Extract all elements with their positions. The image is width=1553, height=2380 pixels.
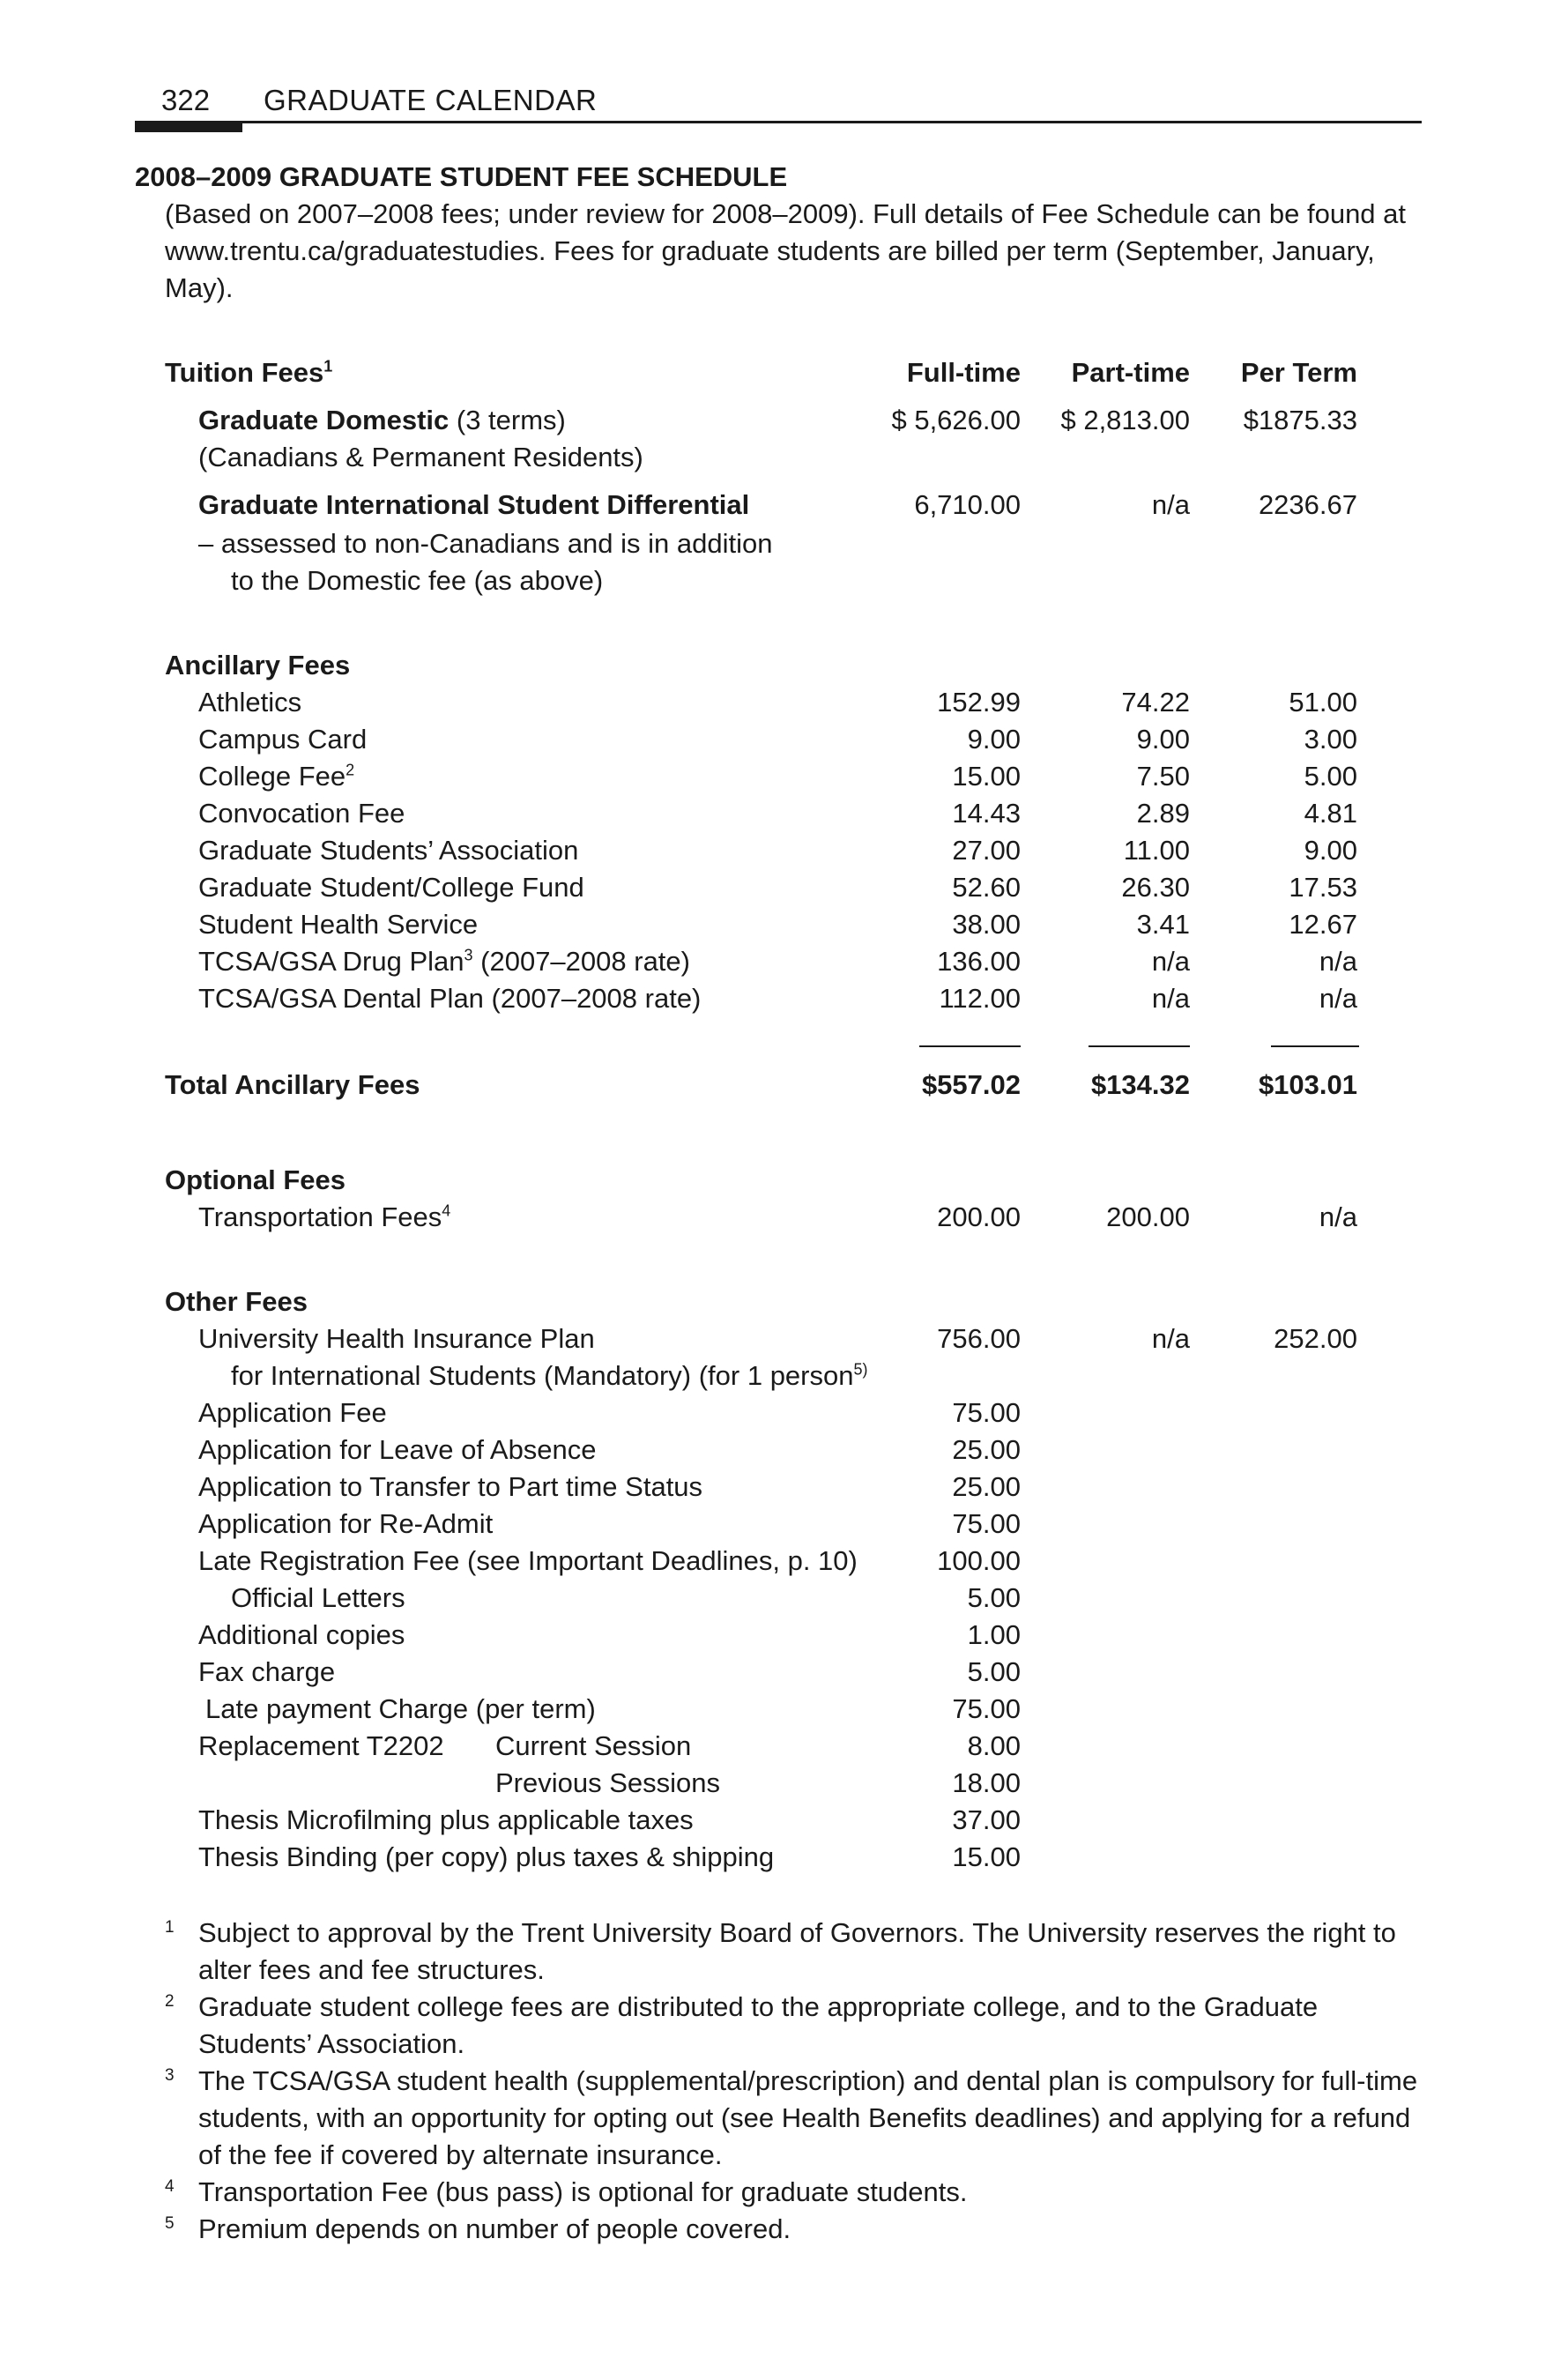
cell-per-term: 5.00 (1304, 761, 1357, 792)
table-row-t2202-previous (0, 1765, 1553, 1802)
row-label: Graduate Student/College Fund (198, 872, 584, 903)
cell-per-term: 2236.67 (1258, 489, 1357, 520)
table-row (0, 1469, 1553, 1506)
intro-paragraph: (Based on 2007–2008 fees; under review for 2008–2009). Full details of Fee Schedule can be found at www.trentu.ca/graduatestudies. Fees for graduate students are billed per term (September, January, May). (165, 198, 1407, 303)
table-row (0, 721, 1553, 758)
sum-rule (919, 1045, 1021, 1047)
cell-per-term: n/a (1319, 983, 1357, 1014)
domestic-sublabel: (Canadians & Permanent Residents) (198, 442, 643, 472)
uhip-sublabel: for International Students (Mandatory) (for 1 person$^{5)}$ (231, 1360, 868, 1391)
row-label: Thesis Microfilming plus applicable taxes (198, 1804, 694, 1835)
row-label: Campus Card (198, 724, 368, 755)
table-row (0, 1395, 1553, 1432)
footnote-mark: 3 (165, 2066, 175, 2085)
row-sublabel: Previous Sessions (495, 1767, 721, 1798)
table-row (0, 1580, 1553, 1617)
table-row-uhip (0, 1320, 1553, 1357)
row-label: University Health Insurance Plan (198, 1323, 595, 1354)
section-heading-row (0, 1283, 1553, 1320)
table-row (0, 832, 1553, 869)
cell-part-time: n/a (1151, 489, 1190, 520)
sum-rule (1089, 1045, 1190, 1047)
cell-full-time: 15.00 (952, 761, 1021, 792)
optional-heading: Optional Fees (165, 1164, 346, 1195)
cell-full-time: 14.43 (952, 798, 1021, 829)
table-row (0, 684, 1553, 721)
row-label: Late Registration Fee (see Important Deadlines, p. 10) (198, 1545, 858, 1576)
table-row (0, 869, 1553, 906)
cell-full-time: $ 5,626.00 (891, 405, 1021, 435)
cell-full-time: 152.99 (937, 687, 1021, 718)
footnote-text: The TCSA/GSA student health (supplemental/prescription) and dental plan is compulsory for full-time students, with an opportunity for opting out (see Health Benefits deadlines) and applying for a refund of the fee if covered by alternate insurance. (198, 2065, 1418, 2170)
row-sublabel (0, 439, 1553, 476)
cell-full-time: 5.00 (967, 1582, 1021, 1613)
row-sublabel: Current Session (495, 1730, 692, 1761)
row-label: Graduate Domestic (3 terms) (198, 405, 566, 435)
cell-part-time: 2.89 (1136, 798, 1190, 829)
row-label: Graduate International Student Differential (198, 489, 750, 520)
row-label: Graduate Students’ Association (198, 835, 579, 866)
cell-full-time: 136.00 (937, 946, 1021, 977)
cell-full-time: 8.00 (967, 1730, 1021, 1761)
row-sublabel (0, 1357, 1553, 1395)
footnote-text: Transportation Fee (bus pass) is optional for graduate students. (198, 2176, 968, 2207)
table-row-domestic (0, 402, 1553, 439)
cell-full-time: 37.00 (952, 1804, 1021, 1835)
table-row-transport (0, 1199, 1553, 1236)
table-row (0, 906, 1553, 943)
sum-rule-row (0, 1028, 1553, 1065)
cell-part-time: 11.00 (1123, 835, 1190, 866)
cell-full-time: 756.00 (937, 1323, 1021, 1354)
header-rule-accent (135, 123, 242, 132)
row-label: College Fee$^2$ (198, 761, 355, 792)
page-number: 322 (161, 84, 211, 116)
table-row (0, 980, 1553, 1017)
footnote-text: Subject to approval by the Trent University Board of Governors. The University reserves the right to alter fees and fee structures. (198, 1917, 1396, 1985)
cell-per-term: 3.00 (1304, 724, 1357, 755)
cell-per-term: 51.00 (1289, 687, 1357, 718)
row-label: Athletics (198, 687, 302, 718)
cell-full-time: 38.00 (952, 909, 1021, 940)
cell-part-time: 200.00 (1106, 1201, 1190, 1232)
footnote-mark: 1 (165, 1918, 175, 1937)
tuition-heading: Tuition Fees$^1$ (165, 357, 333, 388)
section-heading-row (0, 647, 1553, 684)
international-sublabel-2: to the Domestic fee (as above) (231, 565, 604, 596)
table-row-t2202-current (0, 1728, 1553, 1765)
table-row (0, 1691, 1553, 1728)
cell-full-time: 200.00 (937, 1201, 1021, 1232)
footnote-text: Graduate student college fees are distributed to the appropriate college, and to the Graduate Students’ Association. (198, 1991, 1319, 2059)
table-row-total (0, 1067, 1553, 1104)
international-sublabel-1: – assessed to non-Canadians and is in addition (198, 528, 773, 559)
table-row (0, 1654, 1553, 1691)
header-rule (135, 121, 1422, 123)
table-header-row (0, 354, 1553, 391)
row-label: Application for Leave of Absence (198, 1434, 597, 1465)
cell-full-time: 75.00 (952, 1508, 1021, 1539)
running-title: GRADUATE CALENDAR (264, 84, 598, 116)
table-row (0, 1802, 1553, 1839)
cell-part-time: n/a (1151, 983, 1190, 1014)
row-sublabel (0, 562, 1553, 599)
cell-per-term: n/a (1319, 1201, 1357, 1232)
table-row (0, 795, 1553, 832)
row-label: Fax charge (198, 1656, 336, 1687)
row-label: Convocation Fee (198, 798, 405, 829)
table-row (0, 1432, 1553, 1469)
cell-full-time: 27.00 (952, 835, 1021, 866)
sum-rule (1271, 1045, 1359, 1047)
table-row (0, 1506, 1553, 1543)
col-part-time: Part-time (1071, 357, 1190, 388)
cell-per-term: 9.00 (1304, 835, 1357, 866)
cell-full-time: 52.60 (952, 872, 1021, 903)
cell-full-time: 25.00 (952, 1471, 1021, 1502)
row-label: Thesis Binding (per copy) plus taxes & shipping (198, 1841, 775, 1872)
cell-per-term: 4.81 (1304, 798, 1357, 829)
cell-full-time: 6,710.00 (914, 489, 1021, 520)
row-label: TCSA/GSA Dental Plan (2007–2008 rate) (198, 983, 702, 1014)
ancillary-heading: Ancillary Fees (165, 650, 351, 681)
row-label: Application Fee (198, 1397, 387, 1428)
col-full-time: Full-time (906, 357, 1021, 388)
cell-part-time: n/a (1151, 946, 1190, 977)
cell-per-term: 12.67 (1289, 909, 1357, 940)
row-label: Replacement T2202 (198, 1730, 444, 1761)
row-label: Application to Transfer to Part time Status (198, 1471, 703, 1502)
row-label: Student Health Service (198, 909, 479, 940)
cell-full-time: 9.00 (967, 724, 1021, 755)
cell-per-term: n/a (1319, 946, 1357, 977)
row-label: Additional copies (198, 1619, 405, 1650)
cell-part-time: 7.50 (1136, 761, 1190, 792)
cell-per-term: $103.01 (1258, 1069, 1357, 1100)
footnote-text: Premium depends on number of people covered. (198, 2213, 791, 2244)
cell-part-time: $134.32 (1090, 1069, 1190, 1100)
footnote-mark: 2 (165, 1992, 175, 2011)
row-sublabel (0, 525, 1553, 562)
cell-full-time: 112.00 (939, 983, 1021, 1014)
cell-full-time: 100.00 (937, 1545, 1021, 1576)
cell-part-time: n/a (1151, 1323, 1190, 1354)
table-row (0, 943, 1553, 980)
table-row (0, 1543, 1553, 1580)
cell-full-time: 25.00 (952, 1434, 1021, 1465)
cell-part-time: 74.22 (1121, 687, 1190, 718)
row-label: Transportation Fees$^4$ (198, 1201, 451, 1232)
section-heading-row (0, 1162, 1553, 1199)
cell-full-time: 75.00 (952, 1397, 1021, 1428)
table-row (0, 1617, 1553, 1654)
cell-part-time: 26.30 (1121, 872, 1190, 903)
cell-part-time: $ 2,813.00 (1060, 405, 1190, 435)
row-label: Official Letters (231, 1582, 405, 1613)
table-row (0, 1839, 1553, 1876)
table-row-international (0, 487, 1553, 524)
row-label: Late payment Charge (per term) (205, 1693, 596, 1724)
document-title: 2008–2009 GRADUATE STUDENT FEE SCHEDULE (135, 161, 788, 192)
row-label: Application for Re-Admit (198, 1508, 494, 1539)
cell-part-time: 9.00 (1136, 724, 1190, 755)
cell-full-time: 75.00 (952, 1693, 1021, 1724)
cell-full-time: 1.00 (967, 1619, 1021, 1650)
cell-per-term: 252.00 (1274, 1323, 1357, 1354)
cell-per-term: $1875.33 (1243, 405, 1357, 435)
cell-full-time: 5.00 (967, 1656, 1021, 1687)
col-per-term: Per Term (1240, 357, 1357, 388)
footnote-mark: 5 (165, 2214, 175, 2233)
row-label: TCSA/GSA Drug Plan$^3$ (2007–2008 rate) (198, 946, 690, 977)
other-heading: Other Fees (165, 1286, 308, 1317)
footnote-mark: 4 (165, 2177, 175, 2196)
page-header (135, 82, 1422, 126)
table-row (0, 758, 1553, 795)
cell-full-time: $557.02 (921, 1069, 1021, 1100)
cell-per-term: 17.53 (1289, 872, 1357, 903)
cell-part-time: 3.41 (1136, 909, 1190, 940)
total-label: Total Ancillary Fees (165, 1069, 420, 1100)
cell-full-time: 15.00 (952, 1841, 1021, 1872)
cell-full-time: 18.00 (952, 1767, 1021, 1798)
